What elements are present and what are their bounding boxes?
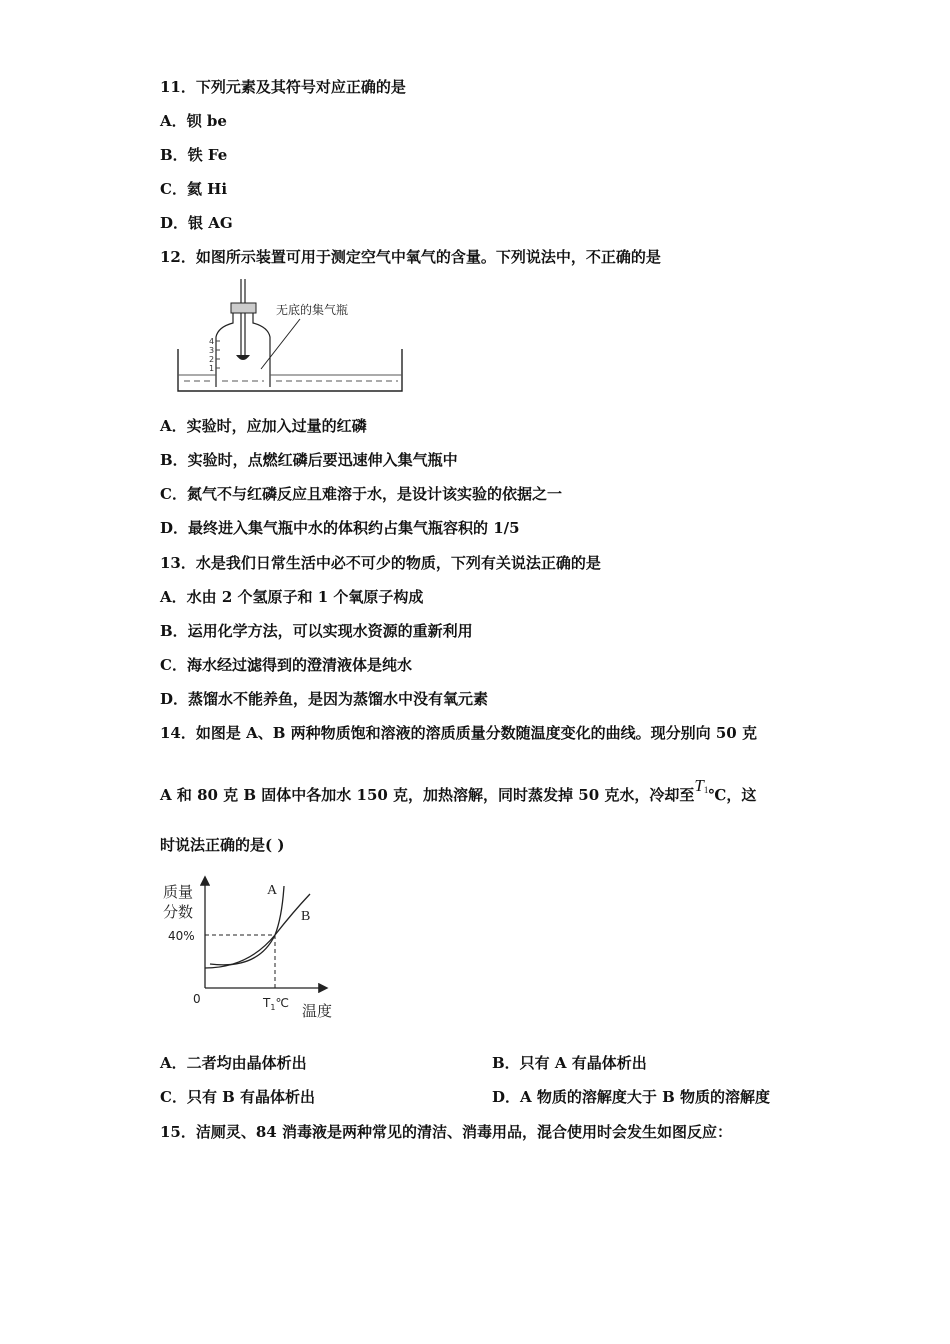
- curve-a-label: A: [267, 883, 278, 898]
- q12-option-a: A．实验时，应加入过量的红磷: [160, 417, 367, 435]
- origin-label: 0: [193, 992, 201, 1006]
- q15-stem: 15．洁厕灵、84 消毒液是两种常见的清洁、消毒用品，混合使用时会发生如图反应：: [160, 1123, 732, 1141]
- q12-stem: 12．如图所示装置可用于测定空气中氧气的含量。下列说法中，不正确的是: [160, 248, 661, 266]
- q14-stem-line1: 14．如图是 A、B 两种物质饱和溶液的溶质质量分数随温度变化的曲线。现分别向 50 克: [160, 724, 757, 742]
- q12-option-c: C．氮气不与红磷反应且难溶于水，是设计该实验的依据之一: [160, 485, 562, 503]
- q14-stem-line2: A 和 80 克 B 固体中各加水 150 克，加热溶解，同时蒸发掉 50 克水，冷却至$T_1℃$，这: [160, 776, 757, 804]
- y-label-1: 质量: [163, 883, 194, 901]
- q11-option-c: C．氦 Hi: [160, 180, 228, 198]
- air-oxygen-apparatus-figure: [170, 275, 410, 397]
- bottle-label: 无底的集气瓶: [276, 303, 349, 317]
- bottomless-gas-bottle: [216, 313, 270, 387]
- curve-b: [205, 894, 310, 968]
- q12-option-b: B．实验时，点燃红磷后要迅速伸入集气瓶中: [160, 451, 458, 469]
- q11-option-b: B．铁 Fe: [160, 146, 228, 164]
- stopper: [231, 303, 256, 313]
- q14-stem-line3: 时说法正确的是( ): [160, 836, 285, 854]
- t1-symbol: $T_1$: [694, 776, 709, 795]
- q11-stem: 11．下列元素及其符号对应正确的是: [160, 78, 406, 96]
- q14-option-a: A．二者均由晶体析出: [160, 1054, 307, 1072]
- scale-mark-3: 3: [209, 346, 215, 355]
- q14-option-d: D．A 物质的溶解度大于 B 物质的溶解度: [492, 1088, 770, 1106]
- q13-option-b: B．运用化学方法，可以实现水资源的重新利用: [160, 622, 473, 640]
- y-label-2: 分数: [163, 903, 194, 921]
- y-tick-40: 40%: [168, 929, 195, 943]
- q12-option-d: D．最终进入集气瓶中水的体积约占集气瓶容积的 1/5: [160, 519, 520, 537]
- q13-option-a: A．水由 2 个氢原子和 1 个氧原子构成: [160, 588, 424, 606]
- q11-option-d: D．银 AG: [160, 214, 233, 232]
- scale-mark-4: 4: [209, 337, 215, 346]
- x-label: 温度: [302, 1002, 333, 1020]
- x-tick-t1: $T_1℃$: [263, 996, 289, 1012]
- q13-stem: 13．水是我们日常生活中必不可少的物质，下列有关说法正确的是: [160, 554, 601, 572]
- scale-mark-2: 2: [209, 355, 215, 364]
- solubility-curve-chart: [158, 872, 348, 1022]
- scale-mark-1: 1: [209, 364, 215, 373]
- q13-option-c: C．海水经过滤得到的澄清液体是纯水: [160, 656, 412, 674]
- q11-option-a: A．钡 be: [160, 112, 227, 130]
- q14-option-b: B．只有 A 有晶体析出: [492, 1054, 647, 1072]
- curve-b-label: B: [301, 909, 311, 924]
- q13-option-d: D．蒸馏水不能养鱼，是因为蒸馏水中没有氧元素: [160, 690, 489, 708]
- q14-option-c: C．只有 B 有晶体析出: [160, 1088, 316, 1106]
- red-phosphorus-spoon: [236, 355, 250, 360]
